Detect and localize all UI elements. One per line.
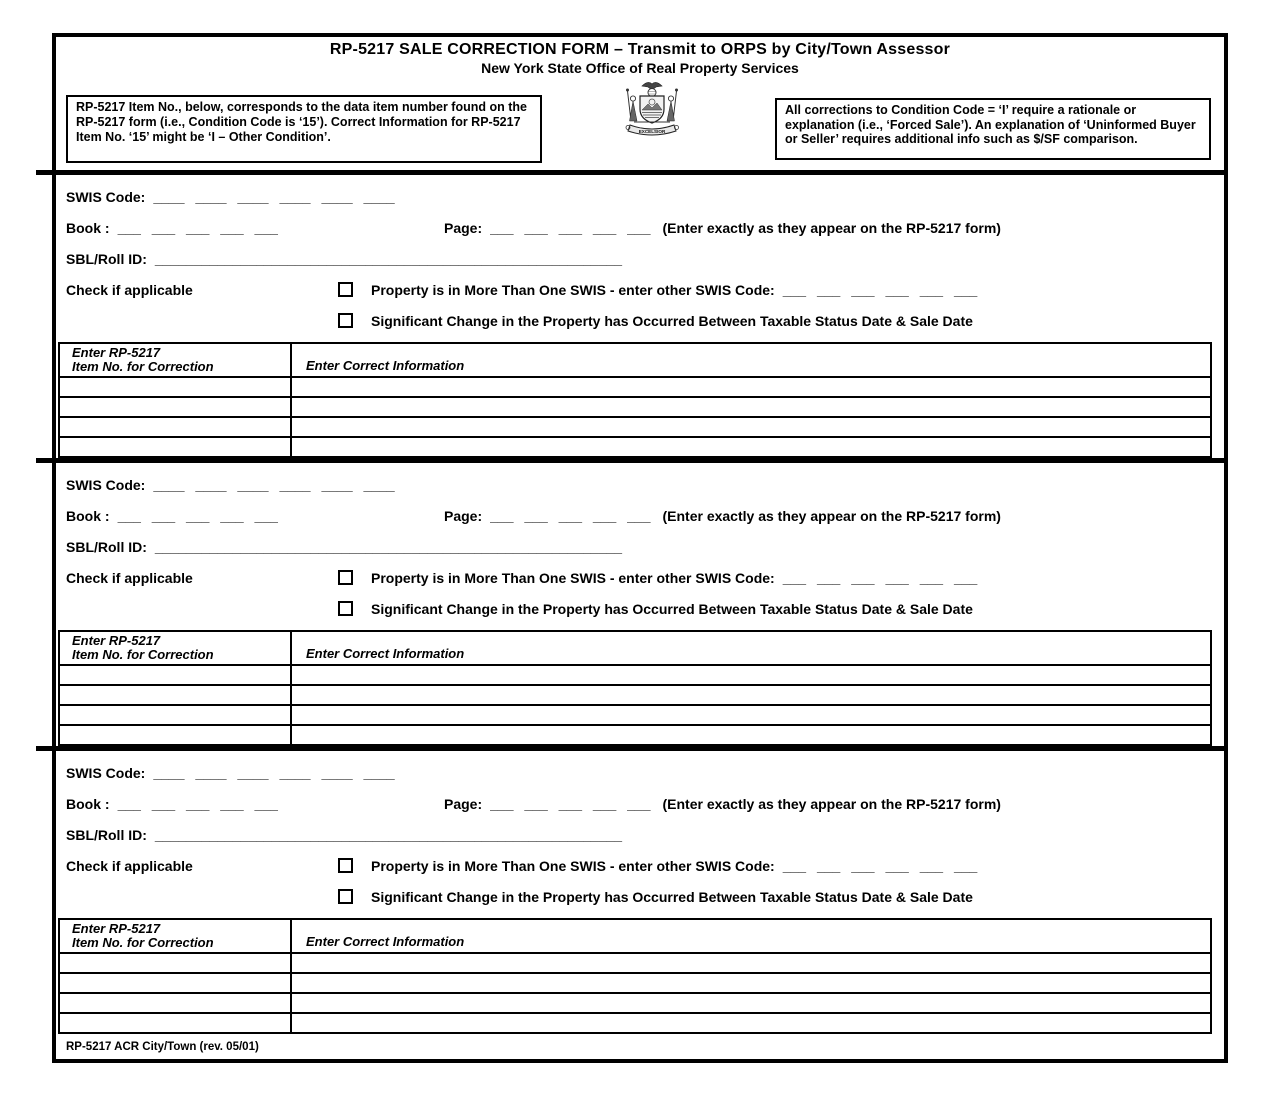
book-label: Book : — [66, 796, 110, 812]
table-row — [59, 973, 1211, 993]
significant-change-row — [66, 311, 1214, 331]
sbl-roll-id-row — [66, 249, 1214, 269]
correct-info-header: Enter Correct Information — [291, 919, 1211, 953]
item-no-header: Enter RP-5217 Item No. for Correction — [59, 919, 291, 953]
correct-info-cell[interactable] — [291, 417, 1211, 437]
correct-info-cell[interactable] — [291, 397, 1211, 417]
table-row — [59, 437, 1211, 457]
correct-info-header: Enter Correct Information — [291, 343, 1211, 377]
item-no-cell[interactable] — [59, 953, 291, 973]
page-note: (Enter exactly as they appear on the RP-5217 form) — [662, 508, 1001, 524]
form-revision-footer: RP-5217 ACR City/Town (rev. 05/01) — [66, 1041, 259, 1053]
book-label: Book : — [66, 508, 110, 524]
table-row — [59, 725, 1211, 745]
check-if-applicable-label: Check if applicable — [66, 858, 193, 874]
book-label: Book : — [66, 220, 110, 236]
table-row — [59, 377, 1211, 397]
table-row — [59, 685, 1211, 705]
table-row — [59, 417, 1211, 437]
page-field[interactable]: ___ ___ ___ ___ ___ — [490, 220, 651, 236]
page-label: Page: — [444, 220, 483, 236]
correction-table — [58, 918, 1212, 1034]
checkbox-multiple-swis[interactable] — [338, 858, 353, 873]
table-header-row — [59, 631, 1211, 665]
table-row — [59, 993, 1211, 1013]
sale-correction-form — [52, 33, 1228, 1063]
correction-section-3 — [56, 751, 1224, 1034]
swis-code-row — [66, 763, 1214, 783]
sbl-roll-id-label: SBL/Roll ID: — [66, 539, 147, 555]
swis-code-row — [66, 475, 1214, 495]
book-page-row — [66, 794, 1214, 814]
check-if-applicable-label: Check if applicable — [66, 570, 193, 586]
page-note: (Enter exactly as they appear on the RP-5217 form) — [662, 220, 1001, 236]
correct-info-cell[interactable] — [291, 993, 1211, 1013]
table-header-row — [59, 343, 1211, 377]
swis-code-field[interactable]: ____ ____ ____ ____ ____ ____ — [153, 189, 395, 205]
swis-code-row — [66, 187, 1214, 207]
item-no-cell[interactable] — [59, 685, 291, 705]
book-field[interactable]: ___ ___ ___ ___ ___ — [117, 220, 278, 236]
checkbox-multiple-swis[interactable] — [338, 282, 353, 297]
item-no-header: Enter RP-5217 Item No. for Correction — [59, 631, 291, 665]
page-field[interactable]: ___ ___ ___ ___ ___ — [490, 508, 651, 524]
significant-change-label: Significant Change in the Property has Occurred Between Taxable Status Date & Sale Date — [371, 601, 973, 617]
swis-code-field[interactable]: ____ ____ ____ ____ ____ ____ — [153, 765, 395, 781]
significant-change-label: Significant Change in the Property has Occurred Between Taxable Status Date & Sale Date — [371, 889, 973, 905]
sbl-roll-id-row — [66, 825, 1214, 845]
correct-info-header: Enter Correct Information — [291, 631, 1211, 665]
swis-code-label: SWIS Code: — [66, 477, 146, 493]
item-no-cell[interactable] — [59, 973, 291, 993]
book-page-row — [66, 218, 1214, 238]
sbl-roll-id-field[interactable]: ____________________________________________________________ — [154, 827, 623, 843]
significant-change-row — [66, 887, 1214, 907]
table-row — [59, 397, 1211, 417]
item-no-cell[interactable] — [59, 397, 291, 417]
sbl-roll-id-field[interactable]: ____________________________________________________________ — [154, 539, 623, 555]
item-no-cell[interactable] — [59, 417, 291, 437]
table-header-row — [59, 919, 1211, 953]
correct-info-cell[interactable] — [291, 705, 1211, 725]
table-row — [59, 953, 1211, 973]
sbl-roll-id-label: SBL/Roll ID: — [66, 827, 147, 843]
other-swis-code-field[interactable]: ___ ___ ___ ___ ___ ___ — [782, 282, 978, 298]
swis-code-label: SWIS Code: — [66, 189, 146, 205]
multiple-swis-label: Property is in More Than One SWIS - enter other SWIS Code: — [371, 858, 775, 874]
table-row — [59, 705, 1211, 725]
item-no-cell[interactable] — [59, 437, 291, 457]
correction-table — [58, 630, 1212, 746]
check-if-applicable-row — [66, 568, 1214, 588]
correction-section-2 — [56, 463, 1224, 746]
multiple-swis-label: Property is in More Than One SWIS - enter other SWIS Code: — [371, 570, 775, 586]
significant-change-label: Significant Change in the Property has Occurred Between Taxable Status Date & Sale Date — [371, 313, 973, 329]
correct-info-cell[interactable] — [291, 437, 1211, 457]
checkbox-significant-change[interactable] — [338, 889, 353, 904]
correct-info-cell[interactable] — [291, 685, 1211, 705]
correct-info-cell[interactable] — [291, 665, 1211, 685]
seal-banner-text: EXCELSIOR — [638, 128, 666, 134]
table-row — [59, 665, 1211, 685]
swis-code-label: SWIS Code: — [66, 765, 146, 781]
table-row — [59, 1013, 1211, 1033]
page-label: Page: — [444, 796, 483, 812]
other-swis-code-field[interactable]: ___ ___ ___ ___ ___ ___ — [782, 858, 978, 874]
item-no-cell[interactable] — [59, 725, 291, 745]
sbl-roll-id-row — [66, 537, 1214, 557]
correct-info-cell[interactable] — [291, 377, 1211, 397]
checkbox-significant-change[interactable] — [338, 313, 353, 328]
form-subtitle: New York State Office of Real Property Services — [481, 60, 799, 76]
checkbox-multiple-swis[interactable] — [338, 570, 353, 585]
item-no-cell[interactable] — [59, 377, 291, 397]
page-note: (Enter exactly as they appear on the RP-5217 form) — [662, 796, 1001, 812]
significant-change-row — [66, 599, 1214, 619]
check-if-applicable-label: Check if applicable — [66, 282, 193, 298]
correct-info-cell[interactable] — [291, 725, 1211, 745]
item-no-cell[interactable] — [59, 993, 291, 1013]
ny-state-seal-icon — [604, 79, 700, 145]
condition-code-instruction-note: All corrections to Condition Code = ‘I’ require a rationale or explanation (i.e., ‘Forced Sale’). An explanation of ‘Uninformed Buyer or Seller’ requires additional info such as $/SF comparison. — [775, 98, 1211, 160]
item-no-header: Enter RP-5217 Item No. for Correction — [59, 343, 291, 377]
sbl-roll-id-field[interactable]: ____________________________________________________________ — [154, 251, 623, 267]
other-swis-code-field[interactable]: ___ ___ ___ ___ ___ ___ — [782, 570, 978, 586]
check-if-applicable-row — [66, 856, 1214, 876]
item-no-cell[interactable] — [59, 705, 291, 725]
sbl-roll-id-label: SBL/Roll ID: — [66, 251, 147, 267]
form-header — [56, 37, 1224, 170]
check-if-applicable-row — [66, 280, 1214, 300]
page-field[interactable]: ___ ___ ___ ___ ___ — [490, 796, 651, 812]
swis-code-field[interactable]: ____ ____ ____ ____ ____ ____ — [153, 477, 395, 493]
item-no-cell[interactable] — [59, 1013, 291, 1033]
correction-table — [58, 342, 1212, 458]
item-no-instruction-note: RP-5217 Item No., below, corresponds to the data item number found on the RP-5217 form (i.e., Condition Code is ‘15’). Correct Information for RP-5217 Item No. ‘15’ might be ‘I – Other Condition’. — [66, 95, 542, 163]
correct-info-cell[interactable] — [291, 973, 1211, 993]
item-no-cell[interactable] — [59, 665, 291, 685]
book-field[interactable]: ___ ___ ___ ___ ___ — [117, 508, 278, 524]
correct-info-cell[interactable] — [291, 953, 1211, 973]
correction-section-1 — [56, 175, 1224, 458]
multiple-swis-label: Property is in More Than One SWIS - enter other SWIS Code: — [371, 282, 775, 298]
correct-info-cell[interactable] — [291, 1013, 1211, 1033]
book-field[interactable]: ___ ___ ___ ___ ___ — [117, 796, 278, 812]
page-label: Page: — [444, 508, 483, 524]
checkbox-significant-change[interactable] — [338, 601, 353, 616]
book-page-row — [66, 506, 1214, 526]
form-title: RP-5217 SALE CORRECTION FORM – Transmit to ORPS by City/Town Assessor — [329, 41, 951, 58]
